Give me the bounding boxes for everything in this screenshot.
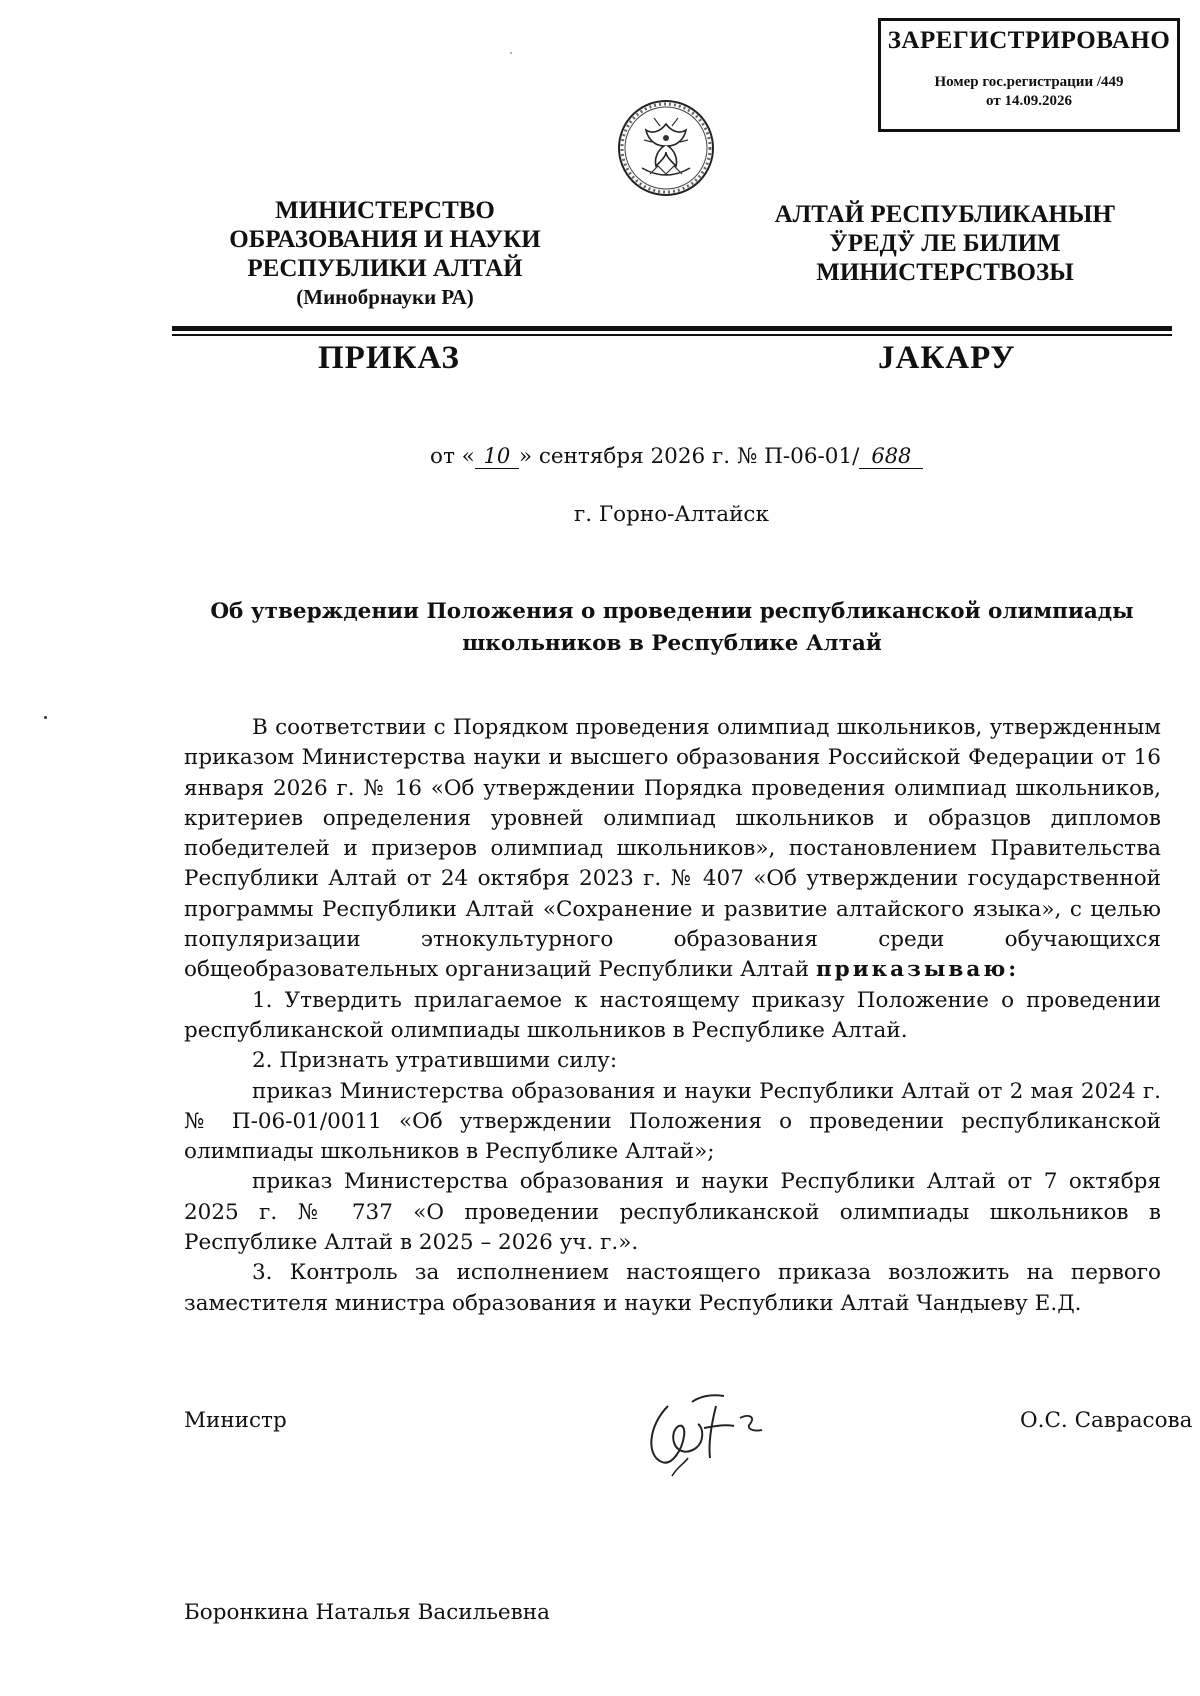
body-paragraph-2a: приказ Министерства образования и науки Республики Алтай от 2 мая 2024 г. № П-06-01/0011 «Об утверждении Положения о проведении республиканской олимпиады школьников в Республике Алтай»;: [184, 1078, 1161, 1165]
order-city: г. Горно-Алтайск: [574, 502, 769, 527]
preamble-text: В соответствии с Порядком проведения олимпиад школьников, утвержденным приказом Министерства науки и высшего образования Российской Федерации от 16 января 2026 г. № 16 «Об утверждении Порядка проведения олимпиад школьников, критериев определения уровней олимпиад школьников и образцов дипломов победителей и призеров олимпиад школьников», постановлением Правительства Республики Алтай от 24 октября 2023 г. № 407 «Об утверждении государственной программы Республики Алтай «Сохранение и развитие алтайского языка», с целью популяризации этнокультурного образования среди обучающихся общеобразовательных организаций Республики Алтай: [184, 715, 1161, 983]
registration-date: от 14.09.2026: [986, 93, 1072, 109]
registration-stamp: [878, 18, 1180, 132]
header-alt-line3: МИНИСТЕРСТВОЗЫ: [816, 259, 1074, 286]
order-prefix: от «: [430, 444, 475, 469]
scan-speck: [510, 52, 512, 54]
header-alt-line1: АЛТАЙ РЕСПУБЛИКАНЫҤ: [774, 201, 1116, 228]
registration-number: Номер гос.регистрации /449: [934, 74, 1124, 90]
header-ru-abbr: (Минобрнауки РА): [296, 285, 474, 309]
registration-title: ЗАРЕГИСТРИРОВАНО: [887, 27, 1171, 54]
order-number: 688: [859, 444, 923, 469]
body-paragraph-2: 2. Признать утратившими силу:: [252, 1048, 618, 1074]
header-ru-line2: ОБРАЗОВАНИЯ И НАУКИ: [229, 226, 541, 253]
signatory-role: Министр: [184, 1408, 287, 1433]
document-body: [184, 713, 1161, 1319]
document-title-line2: школьников в Республике Алтай: [462, 631, 882, 656]
body-paragraph-preamble: [184, 713, 1161, 986]
header-ru-line3: РЕСПУБЛИКИ АЛТАЙ: [247, 255, 523, 282]
doc-type-ru: ПРИКАЗ: [318, 340, 460, 376]
header-divider-thick: [172, 326, 1172, 331]
coat-of-arms-icon: [614, 96, 718, 200]
header-ru-line1: МИНИСТЕРСТВО: [275, 197, 495, 224]
header-ministry-ru: [185, 196, 585, 312]
document-title: [172, 596, 1172, 660]
header-alt-line2: ӰРЕДӰ ЛЕ БИЛИМ: [829, 230, 1061, 257]
order-date-number: [430, 444, 923, 469]
preamble-decree: приказываю:: [815, 957, 1020, 983]
body-paragraph-2b: приказ Министерства образования и науки Республики Алтай от 7 октября 2025 г. № 737 «О проведении республиканской олимпиады школьников в Республике Алтай в 2025 – 2026 уч. г.».: [184, 1169, 1161, 1256]
order-day: 10: [475, 444, 519, 469]
doc-type-alt: ЈАКАРУ: [878, 340, 1016, 376]
header-divider-thin: [172, 334, 1172, 336]
body-paragraph-3: 3. Контроль за исполнением настоящего приказа возложить на первого заместителя министра образования и науки Республики Алтай Чандыеву Е.Д.: [184, 1260, 1161, 1316]
handwritten-signature-icon: [638, 1366, 798, 1496]
document-title-line1: Об утверждении Положения о проведении республиканской олимпиады: [210, 599, 1134, 624]
order-mid: » сентября 2026 г. № П-06-01/: [518, 444, 860, 469]
header-ministry-alt: [745, 200, 1145, 287]
body-paragraph-1: 1. Утвердить прилагаемое к настоящему приказу Положение о проведении республиканской олимпиады школьников в Республике Алтай.: [184, 987, 1161, 1043]
scan-speck: [44, 716, 47, 719]
executor-name: Боронкина Наталья Васильевна: [184, 1600, 550, 1625]
signatory-name: О.С. Саврасова: [1020, 1408, 1193, 1433]
